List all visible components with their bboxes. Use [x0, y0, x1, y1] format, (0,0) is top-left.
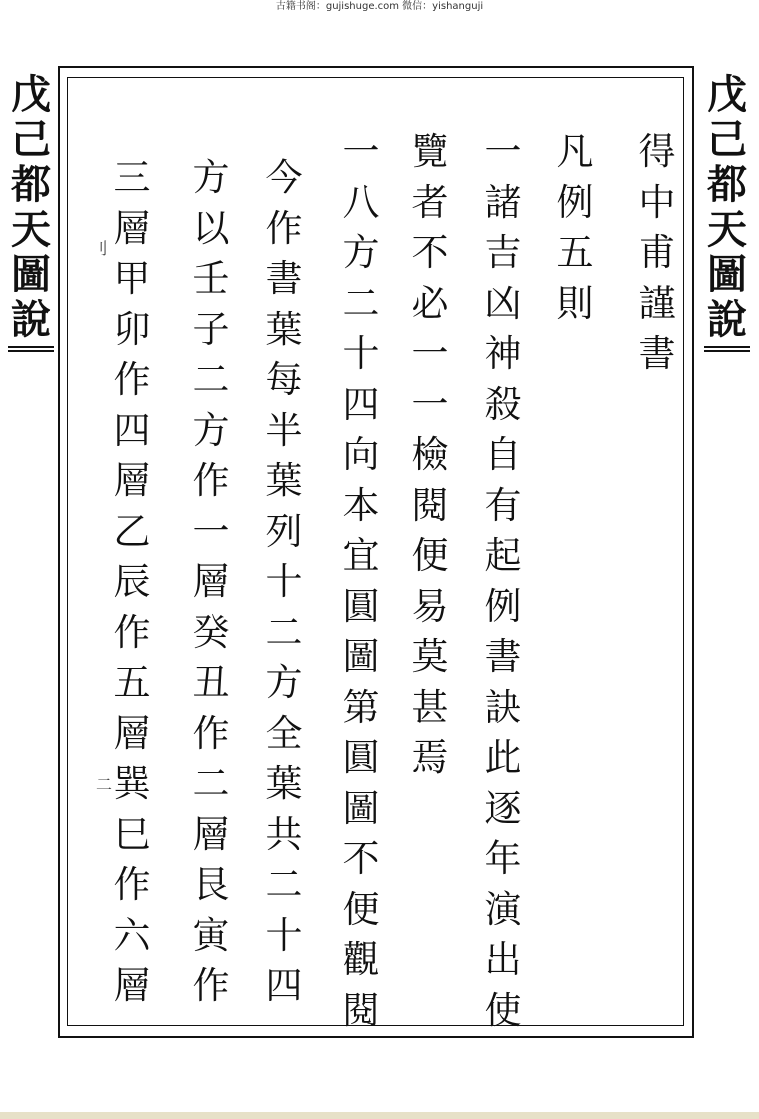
- text-column: [478, 127, 528, 1036]
- text-char: 此: [484, 736, 522, 779]
- text-char: 書: [265, 257, 303, 300]
- text-char: 一: [411, 382, 449, 426]
- page-number: 二: [96, 775, 113, 794]
- text-char: 有: [484, 483, 522, 527]
- text-char: 書: [484, 635, 522, 678]
- right-title-char: 天: [707, 206, 747, 253]
- text-char: 圓: [342, 736, 380, 779]
- left-title-char: 都: [11, 161, 51, 208]
- text-char: 一: [411, 332, 449, 375]
- text-char: 神: [484, 332, 522, 375]
- text-char: 葉: [265, 762, 303, 805]
- text-char: 莫: [411, 635, 449, 678]
- text-char: 層: [192, 560, 230, 603]
- text-char: 甚: [411, 685, 449, 729]
- text-char: 層: [113, 964, 151, 1007]
- text-char: 全: [265, 711, 303, 755]
- text-char: 圖: [342, 635, 380, 678]
- right-side-rule: [704, 346, 750, 352]
- text-char: 必: [411, 281, 449, 325]
- text-char: 圖: [342, 786, 380, 830]
- text-char: 不: [411, 231, 449, 274]
- text-char: 二: [265, 863, 303, 906]
- text-char: 巳: [113, 812, 151, 856]
- left-title-char: 圖: [11, 251, 51, 298]
- text-char: 宜: [342, 534, 380, 577]
- text-char: 凡: [556, 130, 594, 173]
- text-char: 凶: [484, 281, 522, 325]
- text-char: 例: [556, 180, 594, 224]
- text-char: 甲: [113, 257, 151, 300]
- text-char: 八: [342, 180, 380, 224]
- text-column: [186, 153, 236, 1012]
- text-char: 子: [192, 307, 230, 351]
- text-char: 作: [113, 863, 151, 906]
- text-char: 則: [556, 281, 594, 325]
- text-char: 卯: [113, 307, 151, 351]
- left-title-char: 說: [11, 296, 51, 343]
- text-char: 癸: [192, 610, 230, 654]
- text-char: 十: [265, 913, 303, 957]
- left-title-char: 己: [11, 116, 51, 163]
- text-char: 十: [342, 332, 380, 375]
- text-char: 丑: [192, 661, 230, 704]
- text-char: 層: [192, 812, 230, 856]
- text-char: 四: [342, 382, 380, 426]
- text-char: 起: [484, 534, 522, 577]
- text-char: 層: [113, 459, 151, 502]
- left-side-title: [8, 72, 54, 342]
- text-char: 列: [265, 509, 303, 553]
- text-char: 作: [192, 711, 230, 755]
- text-char: 一: [192, 509, 230, 553]
- text-char: 方: [342, 231, 380, 274]
- text-char: 焉: [411, 736, 449, 779]
- text-char: 壬: [192, 257, 230, 300]
- text-char: 共: [265, 812, 303, 856]
- text-char: 便: [342, 887, 380, 931]
- text-char: 今: [265, 156, 303, 199]
- text-char: 六: [113, 913, 151, 957]
- right-title-char: 戊: [707, 71, 747, 118]
- bottom-edge-strip: [0, 1112, 759, 1119]
- text-char: 三: [113, 156, 151, 199]
- text-char: 得: [638, 130, 676, 173]
- text-char: 四: [113, 408, 151, 452]
- text-char: 閱: [342, 988, 380, 1032]
- text-column: [405, 127, 455, 784]
- text-char: 二: [265, 610, 303, 654]
- text-char: 一: [342, 130, 380, 173]
- text-char: 葉: [265, 307, 303, 351]
- text-char: 謹: [638, 281, 676, 325]
- text-char: 方: [192, 156, 230, 199]
- text-char: 檢: [411, 433, 449, 476]
- text-char: 四: [265, 964, 303, 1007]
- text-char: 覽: [411, 130, 449, 173]
- left-title-char: 戊: [11, 71, 51, 118]
- text-char: 作: [113, 358, 151, 401]
- text-char: 甫: [638, 231, 676, 274]
- text-char: 二: [342, 281, 380, 325]
- text-char: 觀: [342, 938, 380, 981]
- text-column: [632, 127, 682, 380]
- text-column: [336, 127, 386, 1036]
- margin-mark-top: 刂: [92, 239, 109, 258]
- text-char: 作: [192, 459, 230, 502]
- text-char: 訣: [484, 685, 522, 729]
- text-char: 作: [113, 610, 151, 654]
- text-char: 易: [411, 584, 449, 628]
- left-side-rule: [8, 346, 54, 352]
- text-char: 辰: [113, 560, 151, 603]
- text-char: 書: [638, 332, 676, 375]
- text-char: 乙: [113, 509, 151, 553]
- right-title-char: 圖: [707, 251, 747, 298]
- text-char: 中: [638, 180, 676, 224]
- text-char: 圓: [342, 584, 380, 628]
- text-char: 方: [192, 408, 230, 452]
- text-char: 艮: [192, 863, 230, 906]
- text-char: 層: [113, 206, 151, 250]
- text-char: 自: [484, 433, 522, 476]
- text-char: 逐: [484, 786, 522, 830]
- text-char: 第: [342, 685, 380, 729]
- text-char: 二: [192, 762, 230, 805]
- text-char: 五: [113, 661, 151, 704]
- text-char: 不: [342, 837, 380, 880]
- text-char: 演: [484, 887, 522, 931]
- text-char: 出: [484, 938, 522, 981]
- text-char: 使: [484, 988, 522, 1032]
- text-char: 本: [342, 483, 380, 527]
- text-char: 每: [265, 358, 303, 401]
- right-side-title: [704, 72, 750, 342]
- text-char: 者: [411, 180, 449, 224]
- text-char: 閱: [411, 483, 449, 527]
- text-char: 巽: [113, 762, 151, 805]
- text-char: 例: [484, 584, 522, 628]
- text-char: 諸: [484, 180, 522, 224]
- text-char: 五: [556, 231, 594, 274]
- text-char: 方: [265, 661, 303, 704]
- text-char: 作: [192, 964, 230, 1007]
- text-char: 吉: [484, 231, 522, 274]
- right-title-char: 都: [707, 161, 747, 208]
- right-title-char: 己: [707, 116, 747, 163]
- text-char: 十: [265, 560, 303, 603]
- text-char: 層: [113, 711, 151, 755]
- watermark-text: 古籍书阁：gujishuge.com 微信：yishanguji: [275, 1, 484, 12]
- text-char: 向: [342, 433, 380, 476]
- text-char: 一: [484, 130, 522, 173]
- text-column: [550, 127, 600, 329]
- text-char: 殺: [484, 382, 522, 426]
- text-char: 半: [265, 408, 303, 452]
- left-title-char: 天: [11, 206, 51, 253]
- text-char: 年: [484, 837, 522, 880]
- text-char: 葉: [265, 459, 303, 502]
- text-char: 寅: [192, 913, 230, 957]
- text-char: 便: [411, 534, 449, 577]
- right-title-char: 說: [707, 296, 747, 343]
- text-char: 以: [192, 206, 230, 250]
- text-column: [107, 153, 157, 1012]
- text-char: 作: [265, 206, 303, 250]
- text-char: 二: [192, 358, 230, 401]
- text-column: [259, 153, 309, 1012]
